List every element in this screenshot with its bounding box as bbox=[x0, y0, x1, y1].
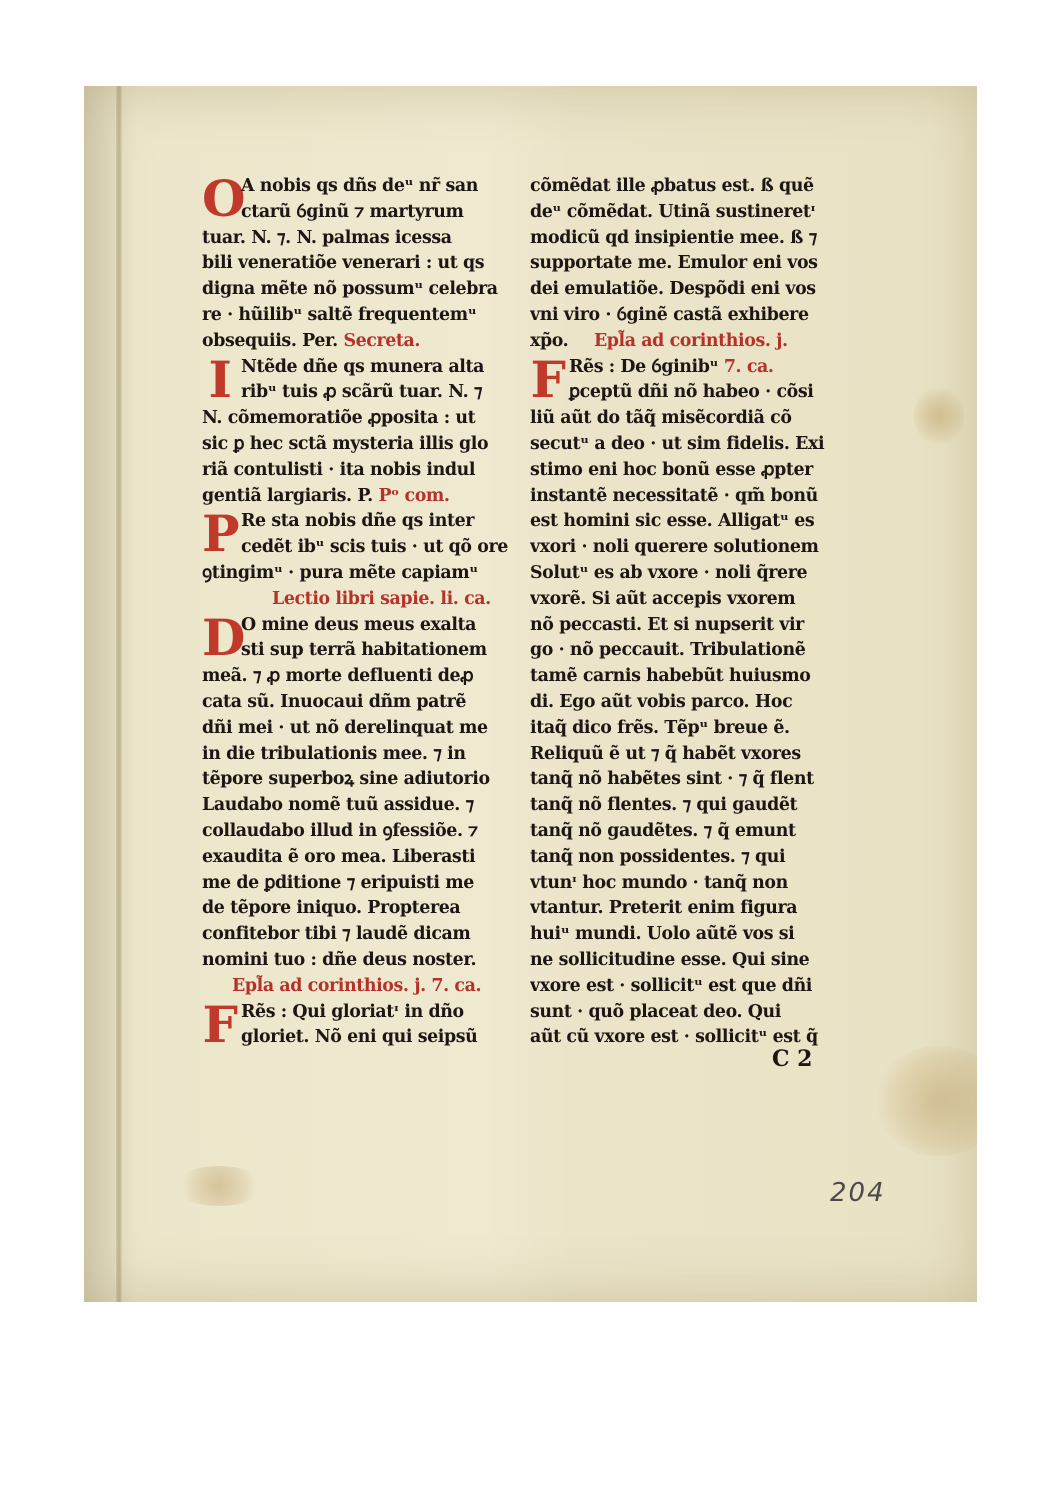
text-line: tamẽ carnis habebũt huiusmo bbox=[530, 666, 811, 687]
left-column bbox=[202, 174, 522, 1051]
text-line bbox=[202, 329, 522, 355]
text-line: exaudita ẽ oro mea. Liberasti bbox=[202, 846, 476, 867]
text-line: bili veneratiõe venerari : ut qs bbox=[202, 253, 485, 274]
text-line: nomini tuo : dñe deus noster. bbox=[202, 949, 477, 970]
text-line: collaudabo illud in ꝯfessiõe. ⁊ bbox=[202, 820, 478, 841]
text-line: O mine deus meus exalta bbox=[241, 614, 477, 635]
text-line: confitebor tibi ⁊ laudẽ dicam bbox=[202, 924, 471, 945]
text-segment: gentiã largiaris. P. bbox=[202, 485, 373, 506]
rubric-heading: Epl̃a ad corinthios. j. 7. ca. bbox=[232, 975, 482, 996]
text-line: sunt · quõ placeat deo. Qui bbox=[530, 1001, 782, 1022]
text-line: sti sup terrã habitationem bbox=[241, 640, 487, 661]
text-line: cõmẽdat ille ꝓbatus est. ß quẽ bbox=[530, 176, 814, 196]
initial-capital: D bbox=[202, 612, 245, 665]
text-line: tanq̃ nõ habẽtes sint · ⁊ q̃ flent bbox=[530, 769, 814, 790]
text-line: stimo eni hoc bonũ esse ꝓpter bbox=[530, 459, 813, 480]
text-line: sic ꝑ hec sctã mysteria illis glo bbox=[202, 433, 489, 454]
initial-capital: I bbox=[208, 354, 232, 407]
text-line: tanq̃ nõ flentes. ⁊ qui gaudẽt bbox=[530, 795, 798, 816]
text-line: supportate me. Emulor eni vos bbox=[530, 253, 818, 274]
text-line: go · nõ peccauit. Tribulationẽ bbox=[530, 640, 806, 661]
text-line: vni viro · ỽginẽ castã exhibere bbox=[530, 304, 809, 325]
page-number: 204 bbox=[830, 1178, 886, 1208]
text-line: cedẽt ibᵘ scis tuis · ut qõ ore bbox=[241, 537, 508, 558]
text-line: tuar. N. ⁊. N. palmas icessa bbox=[202, 227, 452, 248]
rubric-heading: Epl̃a ad corinthios. j. bbox=[593, 330, 788, 351]
text-line: riã contulisti · ita nobis indul bbox=[202, 459, 476, 480]
text-line: tanq̃ non possidentes. ⁊ qui bbox=[530, 846, 786, 867]
rubric-heading: Lectio libri sapie. li. ca. bbox=[272, 588, 491, 609]
text-line: nõ peccasti. Et si nupserit vir bbox=[530, 614, 804, 635]
stain bbox=[874, 1046, 977, 1156]
rubric-heading: Secreta. bbox=[343, 330, 421, 351]
stain bbox=[174, 1166, 264, 1206]
initial-capital: O bbox=[202, 174, 246, 226]
text-line: N. cõmemoratiõe ꝓposita : ut bbox=[202, 408, 476, 429]
initial-capital: F bbox=[530, 354, 566, 407]
text-segment: Rẽs : De ỽginibᵘ bbox=[569, 356, 719, 377]
text-segment: obsequiis. Per. bbox=[202, 330, 338, 351]
text-line: meã. ⁊ ꝓ morte defluenti deꝓ bbox=[202, 666, 474, 687]
text-line: tẽpore superboꝝ sine adiutorio bbox=[202, 769, 490, 790]
text-line: Solutᵘ es ab vxore · noli q̃rere bbox=[530, 562, 808, 583]
text-line: Ntẽde dñe qs munera alta bbox=[241, 356, 485, 377]
text-line: tanq̃ nõ gaudẽtes. ⁊ q̃ emunt bbox=[530, 820, 796, 841]
manuscript-leaf bbox=[84, 86, 977, 1302]
text-line: instantẽ necessitatẽ · qm̃ bonũ bbox=[530, 485, 818, 506]
text-line: vxorẽ. Si aũt accepis vxorem bbox=[530, 588, 796, 609]
text-line: itaq̃ dico frẽs. Tẽpᵘ breue ẽ. bbox=[530, 717, 790, 738]
text-line bbox=[202, 484, 522, 510]
text-line: re · hũilibᵘ saltẽ frequentemᵘ bbox=[202, 304, 477, 325]
text-line: Re sta nobis dñe qs inter bbox=[241, 511, 475, 532]
text-line: gloriet. Nõ eni qui seipsũ bbox=[241, 1027, 478, 1048]
text-line: deᵘ cõmẽdat. Utinã sustineretᶦ bbox=[530, 201, 816, 222]
text-line: dei emulatiõe. Despõdi eni vos bbox=[530, 279, 816, 300]
text-segment: xp̃o. bbox=[530, 330, 569, 351]
text-line: ꝑceptũ dñi nõ habeo · cõsi bbox=[569, 382, 814, 403]
text-line: de tẽpore iniquo. Propterea bbox=[202, 898, 461, 919]
text-line: cata sũ. Inuocaui dñm patrẽ bbox=[202, 691, 467, 712]
text-line: liũ aũt do tãq̃ misẽcordiã cõ bbox=[530, 408, 792, 429]
text-line: A nobis qs dñs deᵘ nr̃ san bbox=[241, 176, 478, 196]
text-line: ribᵘ tuis ꝓ scãrũ tuar. N. ⁊ bbox=[241, 382, 483, 403]
text-line: vxore est · sollicitᵘ est que dñi bbox=[530, 975, 813, 996]
text-line: modicũ qd insipientie mee. ß ⁊ bbox=[530, 227, 817, 248]
signature-mark: C 2 bbox=[772, 1046, 813, 1072]
stain bbox=[914, 386, 964, 446]
text-line: me de ꝑditione ⁊ eripuisti me bbox=[202, 872, 474, 893]
text-line: dñi mei · ut nõ derelinquat me bbox=[202, 717, 488, 738]
text-line: est homini sic esse. Alligatᵘ es bbox=[530, 511, 815, 532]
text-line: in die tribulationis mee. ⁊ in bbox=[202, 743, 466, 764]
text-line: vtantur. Preterit enim figura bbox=[530, 898, 798, 919]
text-line: ꝯtingimᵘ · pura mẽte capiamᵘ bbox=[202, 562, 478, 583]
text-line: ctarũ ỽginũ ⁊ martyrum bbox=[241, 201, 464, 222]
rubric-heading: Pᵒ com. bbox=[378, 485, 450, 506]
initial-capital: F bbox=[202, 999, 238, 1052]
text-line: ne sollicitudine esse. Qui sine bbox=[530, 949, 810, 970]
right-column bbox=[530, 174, 862, 1051]
text-line: Reliquũ ẽ ut ⁊ q̃ habẽt vxores bbox=[530, 743, 801, 764]
text-line: aũt cũ vxore est · sollicitᵘ est q̃ bbox=[530, 1027, 818, 1048]
rubric-heading: 7. ca. bbox=[723, 356, 774, 377]
binding-gutter bbox=[116, 86, 122, 1302]
text-line: digna mẽte nõ possumᵘ celebra bbox=[202, 279, 498, 300]
text-line: vxori · noli querere solutionem bbox=[530, 537, 819, 558]
text-line: huiᵘ mundi. Uolo aũtẽ vos si bbox=[530, 924, 795, 945]
text-line: di. Ego aũt vobis parco. Hoc bbox=[530, 691, 793, 712]
text-line: Rẽs : Qui gloriatᶦ in dño bbox=[241, 1001, 464, 1022]
text-line: secutᵘ a deo · ut sim fidelis. Exi bbox=[530, 433, 825, 454]
text-line bbox=[530, 329, 862, 355]
text-line: Laudabo nomẽ tuũ assidue. ⁊ bbox=[202, 795, 474, 816]
text-line: vtunᶦ hoc mundo · tanq̃ non bbox=[530, 872, 788, 893]
initial-capital: P bbox=[202, 509, 240, 561]
